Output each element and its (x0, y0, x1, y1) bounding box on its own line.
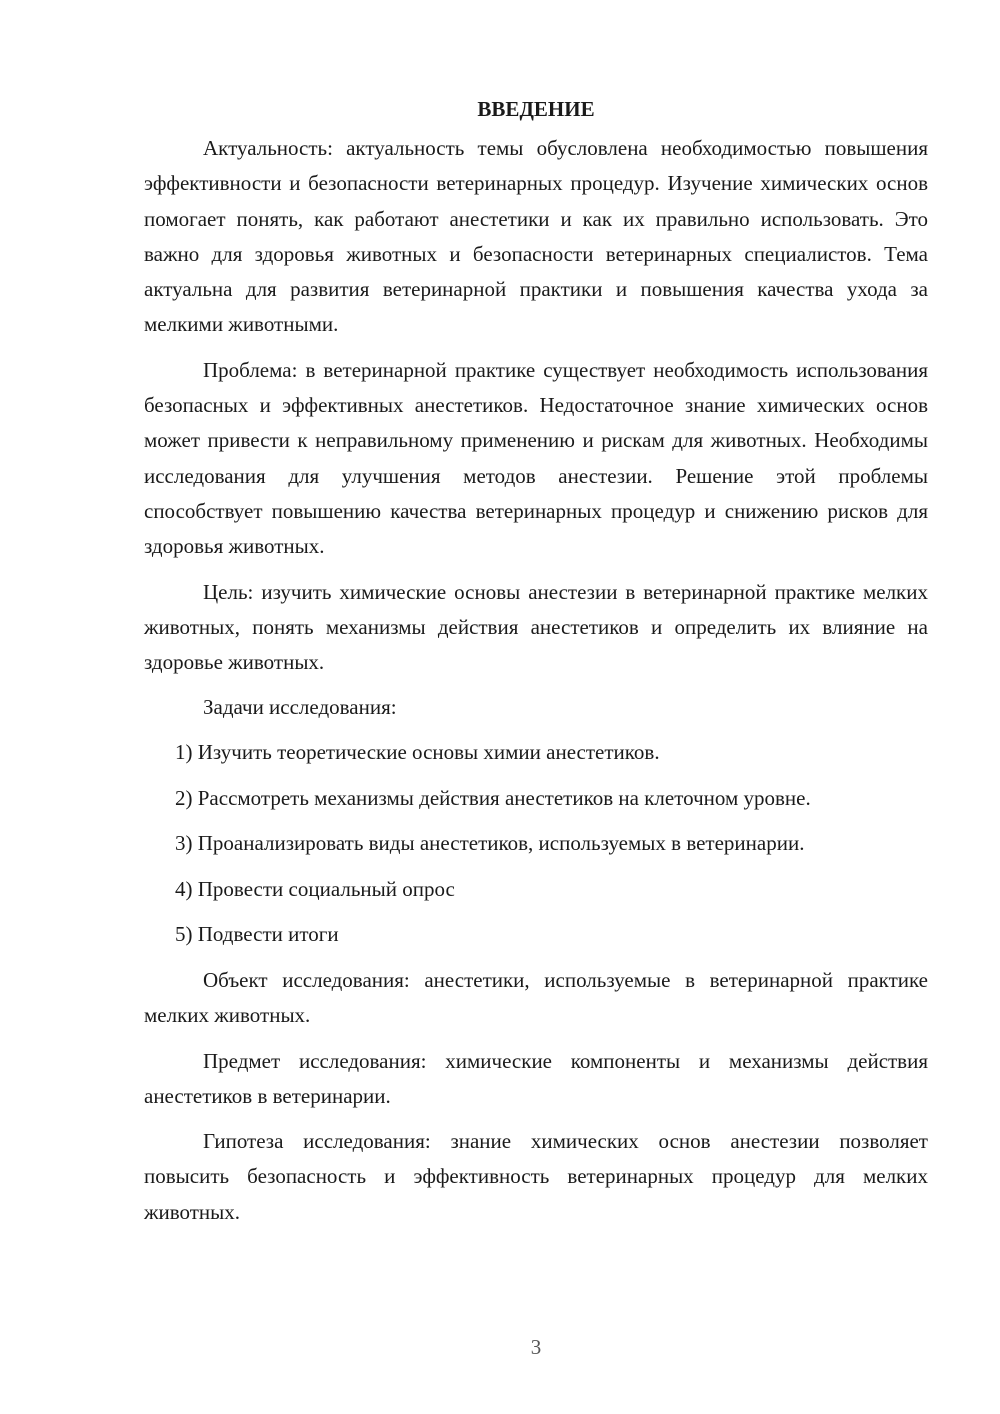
section-title: ВВЕДЕНИЕ (477, 97, 595, 121)
list-item: 1) Изучить теоретические основы химии анестетиков. (175, 740, 660, 765)
document-page (144, 92, 928, 1240)
paragraph-goal: Цель: изучить химические основы анестезии в ветеринарной практике мелких животных, понять механизмы действия анестетиков и определить их влияние на здоровье животных. (144, 579, 928, 675)
list-item: 2) Рассмотреть механизмы действия анестетиков на клеточном уровне. (175, 785, 811, 810)
list-item: 5) Подвести итоги (175, 922, 339, 947)
tasks-heading: Задачи исследования: (203, 695, 397, 720)
page-number: 3 (530, 1335, 542, 1359)
paragraph-object: Объект исследования: анестетики, используемые в ветеринарной практике мелких животных. (144, 967, 928, 1028)
list-item: 4) Провести социальный опрос (175, 876, 455, 901)
task-list (144, 735, 928, 952)
paragraph-problem: Проблема: в ветеринарной практике существует необходимость использования безопасных и эффективных анестетиков. Недостаточное знание химических основ может привести к неправильному применению и рискам для животных. Необходимы исследования для улучшения методов анестезии. Решение этой проблемы способствует повышению качества ветеринарных процедур и снижению рисков для здоровья животных. (144, 357, 928, 559)
paragraph-subject: Предмет исследования: химические компоненты и механизмы действия анестетиков в ветеринарии. (144, 1048, 928, 1108)
paragraph-hypothesis: Гипотеза исследования: знание химических основ анестезии позволяет повысить безопасность и эффективность ветеринарных процедур для мелких животных. (144, 1129, 928, 1224)
list-item: 3) Проанализировать виды анестетиков, используемых в ветеринарии. (175, 831, 805, 856)
paragraph-relevance: Актуальность: актуальность темы обусловлена необходимостью повышения эффективности и безопасности ветеринарных процедур. Изучение химических основ помогает понять, как работают анестетики и как их правильно использовать. Это важно для здоровья животных и безопасности ветеринарных специалистов. Тема актуальна для развития ветеринарной практики и повышения качества ухода за мелкими животными. (144, 136, 928, 337)
